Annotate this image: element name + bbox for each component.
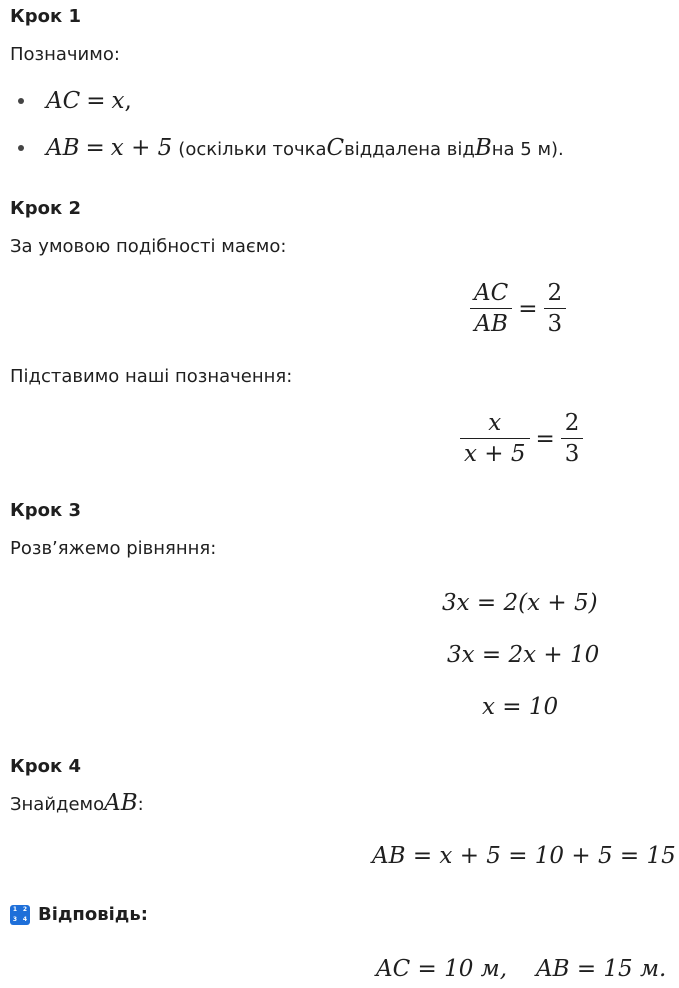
fraction <box>561 410 584 467</box>
math-var: x <box>111 88 125 114</box>
intro-text: : <box>137 794 144 815</box>
fraction-denominator: 3 <box>544 308 567 337</box>
fraction-denominator: x + 5 <box>460 438 530 467</box>
answer-label: Відповідь: <box>38 904 148 925</box>
math-var: AB <box>104 790 138 816</box>
math-var: AB <box>46 135 80 161</box>
answer-ab: AB = 15 м. <box>536 956 667 982</box>
math-op: = <box>518 295 538 322</box>
note-text: віддалена від <box>344 139 475 160</box>
bullet-icon <box>18 98 24 104</box>
math-expr: x + 5 <box>110 135 173 161</box>
math-op: = <box>85 135 105 161</box>
math-op: = <box>535 425 555 452</box>
fraction-numerator: 2 <box>547 280 563 306</box>
note-text: (оскільки точка <box>178 139 327 160</box>
answer-heading <box>10 904 148 925</box>
step2-heading: Крок 2 <box>10 198 81 219</box>
step4-intro <box>10 790 144 816</box>
step1-intro: Позначимо: <box>10 44 120 65</box>
equation-line: 3x = 2x + 10 <box>447 642 600 668</box>
math-var: C <box>326 135 345 161</box>
step3-intro: Розв’яжемо рівняння: <box>10 538 217 559</box>
equation-line: 3x = 2(x + 5) <box>442 590 598 616</box>
equation-ratio <box>470 280 566 337</box>
math-op: = <box>86 88 106 114</box>
equation-ab: AB = x + 5 = 10 + 5 = 15 <box>372 843 676 869</box>
math-var: AC <box>46 88 81 114</box>
step4-heading: Крок 4 <box>10 756 81 777</box>
fraction <box>470 280 512 337</box>
equation-substituted <box>460 410 583 467</box>
bullet-icon <box>18 145 24 151</box>
fraction <box>460 410 530 467</box>
list-item <box>18 135 564 161</box>
fraction-numerator: x <box>488 410 502 436</box>
equation-line: x = 10 <box>482 694 559 720</box>
fraction-denominator: 3 <box>561 438 584 467</box>
math-punct: , <box>124 88 132 114</box>
intro-text: Знайдемо <box>10 794 105 815</box>
answer-ac: AC = 10 м, <box>376 956 508 982</box>
fraction <box>544 280 567 337</box>
numbers-1234-icon: 1 2 3 4 <box>10 905 30 925</box>
list-item <box>18 88 132 114</box>
note-text: на 5 м). <box>491 139 564 160</box>
fraction-numerator: 2 <box>564 410 580 436</box>
step2-intro2: Підставимо наші позначення: <box>10 366 293 387</box>
step1-heading: Крок 1 <box>10 6 81 27</box>
fraction-numerator: AC <box>474 280 509 306</box>
fraction-denominator: AB <box>470 308 512 337</box>
math-var: B <box>474 135 492 161</box>
step2-intro: За умовою подібності маємо: <box>10 236 287 257</box>
step3-heading: Крок 3 <box>10 500 81 521</box>
